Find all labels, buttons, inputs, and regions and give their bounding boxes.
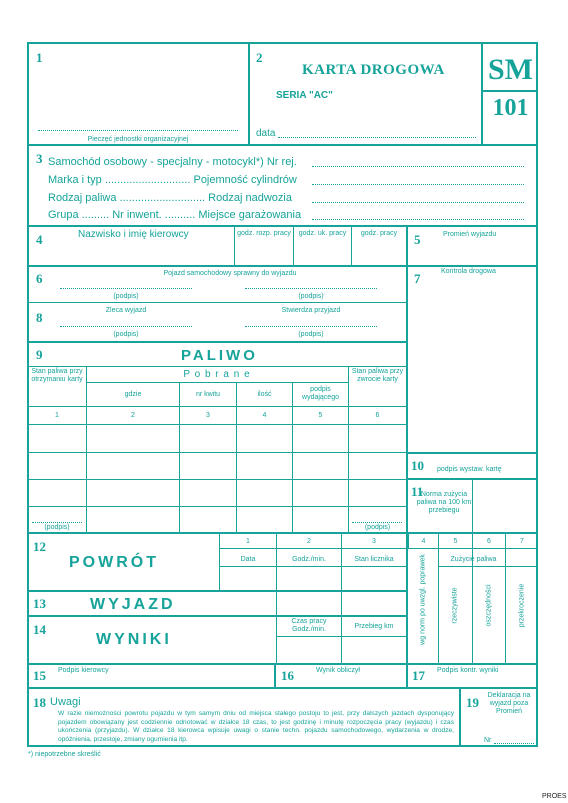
savings-label: oszczędności: [485, 584, 493, 627]
vehicle-line-4: Grupa ......... Nr inwent. .......... Miejsce garażowania: [48, 209, 302, 221]
column-number: 4: [262, 412, 267, 419]
series-label: SERIA "AC": [276, 90, 333, 101]
return-title: POWRÓT: [69, 554, 159, 571]
column-number: 5: [318, 412, 323, 419]
box-number: 6: [36, 271, 43, 286]
norm-consumption-label: wg norm po uwzgl. poprawek: [419, 554, 427, 645]
divider: [27, 590, 408, 592]
divider: [27, 225, 538, 227]
divider: [27, 406, 407, 407]
box-number: 10: [411, 458, 424, 473]
divider: [27, 506, 407, 507]
remarks-text: W razie niemożności powrotu pojazdu w tym samym dniu od miejsca stałego postoju to jest, przy dalszych jazdach dysponujący pojazdem obowiązany jest codziennie odnotować w działce 18 czas, to jest godzinę i minutę rozpoczęcia pracy (wyjazdu) i czas ukończenia (przyjazdu). W działce 18 kierowca wpisuje uwagi o stanie techn. pojazdu samochodowego, wydarzenia w drodze, opóźnienia, przestoje, zmiany ogumienia itp.: [58, 710, 454, 743]
issuer-signature-label: podpis wystaw. kartę: [437, 466, 502, 473]
signature-line[interactable]: [60, 288, 192, 289]
divider: [406, 227, 408, 687]
actual-consumption-label: rzeczywiste: [451, 587, 459, 624]
column-number: 4: [421, 538, 426, 545]
divider: [483, 90, 538, 92]
box-number: 5: [414, 232, 421, 247]
signature-line[interactable]: [245, 326, 377, 327]
divider: [276, 636, 408, 637]
signature-line[interactable]: [352, 522, 402, 523]
start-hour-label: godz. rozp. pracy: [237, 230, 291, 237]
form-code-bottom: 101: [492, 95, 529, 121]
fuel-start-label: Stan paliwa przy otrzymaniu karty: [31, 368, 83, 384]
box-number: 17: [412, 668, 425, 683]
box-number: 16: [281, 668, 294, 683]
divider: [408, 452, 538, 454]
vehicle-ok-label: Pojazd samochodowy sprawny do wyjazdu: [163, 270, 297, 277]
driver-name-label: Nazwisko i imię kierowcy: [78, 229, 189, 240]
departure-title: WYJAZD: [90, 596, 176, 613]
vehicle-line-2: Marka i typ ............................ Pojemność cylindrów: [48, 174, 297, 186]
box-number: 8: [36, 310, 43, 325]
date-label: data: [256, 128, 276, 139]
vehicle-line-3: Rodzaj paliwa ............................ Rodzaj nadwozia: [48, 192, 292, 204]
fuel-usage-label: Zużycie paliwa: [450, 556, 497, 563]
meter-col-label: Stan licznika: [354, 556, 394, 563]
signature-line[interactable]: [60, 326, 192, 327]
issuer-signature-label: podpis wydającego: [302, 386, 339, 402]
out-of-range-declaration-label: Deklaracja na wyjazd poza Promień: [487, 692, 531, 716]
divider: [248, 42, 250, 146]
stamp-line[interactable]: [38, 130, 238, 131]
overrun-label: przekroczenie: [518, 583, 526, 628]
signature-label: (podpis): [298, 331, 324, 338]
signature-label: (podpis): [364, 524, 391, 531]
form-code-top: SM: [488, 53, 533, 86]
divider: [408, 478, 538, 480]
divider: [27, 532, 538, 534]
footnote: *) niepotrzebne skreślić: [28, 751, 101, 758]
divider: [341, 534, 342, 664]
work-time-label: Czas pracy Godz./min.: [291, 618, 327, 634]
signature-label: (podpis): [44, 524, 70, 531]
box-number: 15: [33, 668, 46, 683]
box-number: 2: [256, 50, 263, 65]
divider: [27, 663, 538, 665]
orders-trip-label: Zleca wyjazd: [105, 307, 147, 314]
remarks-title: Uwagi: [50, 696, 81, 708]
reg-number-field[interactable]: [312, 166, 524, 167]
form-title: KARTA DROGOWA: [302, 62, 445, 78]
divider: [27, 452, 407, 453]
column-number: 3: [372, 538, 376, 545]
where-label: gdzie: [124, 391, 142, 398]
divider: [27, 366, 407, 367]
divider: [27, 341, 407, 343]
garage-place-field[interactable]: [312, 219, 524, 220]
divider: [27, 144, 538, 146]
column-number: 3: [206, 412, 210, 419]
divider: [27, 687, 538, 689]
results-title: WYNIKI: [96, 631, 172, 648]
divider: [219, 566, 408, 567]
box-number: 7: [414, 271, 421, 286]
fuel-title: PALIWO: [181, 347, 258, 364]
signature-line[interactable]: [245, 288, 377, 289]
body-type-field[interactable]: [312, 202, 524, 203]
divider: [27, 615, 408, 617]
confirms-arrival-label: Stwierdza przyjazd: [281, 307, 341, 314]
work-hours-label: godz. pracy: [360, 230, 398, 237]
date-col-label: Data: [240, 556, 256, 563]
box-number: 4: [36, 232, 43, 247]
column-number: 5: [453, 538, 458, 545]
divider: [274, 665, 276, 687]
column-number: 6: [487, 538, 491, 545]
range-label: Promień wyjazdu: [443, 231, 497, 238]
box-number: 12: [33, 539, 46, 554]
hour-col-label: Godz./min.: [292, 556, 326, 563]
stamp-label: Pieczęć jednostki organizacyjnej: [87, 136, 189, 143]
mileage-label: Przebieg km: [354, 623, 394, 630]
divider: [348, 366, 349, 533]
driver-signature-label: Podpis kierowcy: [58, 667, 109, 674]
divider: [459, 689, 461, 747]
quantity-label: ilość: [257, 391, 272, 398]
divider: [27, 265, 538, 267]
divider: [86, 382, 348, 383]
publisher-mark: PROES: [542, 793, 567, 800]
box-number: 3: [36, 151, 43, 166]
declaration-number-field[interactable]: [494, 743, 534, 744]
column-number: 2: [307, 538, 311, 545]
signature-line[interactable]: [32, 522, 82, 523]
box-number: 9: [36, 347, 43, 362]
calculated-by-label: Wynik obliczył: [316, 667, 360, 674]
engine-capacity-field[interactable]: [312, 184, 524, 185]
end-hour-label: godz. uk. pracy: [298, 230, 347, 237]
date-field[interactable]: [278, 137, 476, 138]
receipt-label: nr kwitu: [195, 391, 221, 398]
fuel-end-label: Stan paliwa przy zwrocie karty: [351, 368, 404, 384]
column-number: 7: [520, 538, 524, 545]
vehicle-line-1: Samochód osobowy - specjalny - motocykl*) Nr rej.: [48, 156, 297, 168]
box-number: 11: [411, 484, 424, 499]
divider: [27, 424, 407, 425]
signature-label: (podpis): [298, 293, 324, 300]
divider: [27, 479, 407, 480]
column-number: 2: [131, 412, 135, 419]
column-number: 6: [375, 412, 380, 419]
taken-group-label: P o b r a n e: [183, 369, 251, 380]
box-number: 18: [33, 695, 46, 710]
column-number: 1: [55, 412, 59, 419]
divider: [27, 302, 407, 303]
box-number: 14: [33, 622, 46, 637]
fuel-norm-label: Norma zużycia paliwa na 100 km przebiegu: [416, 491, 472, 515]
divider: [219, 548, 538, 549]
divider: [276, 534, 277, 664]
signature-label: (podpis): [113, 293, 139, 300]
declaration-number-label: Nr: [484, 737, 492, 744]
box-number: 13: [33, 596, 46, 611]
controller-signature-label: Podpis kontr. wyniki: [437, 667, 499, 674]
box-number: 1: [36, 50, 43, 65]
divider: [472, 480, 473, 533]
road-control-label: Kontrola drogowa: [441, 268, 496, 275]
box-number: 19: [466, 695, 479, 710]
column-number: 1: [246, 538, 250, 545]
signature-label: (podpis): [113, 331, 139, 338]
